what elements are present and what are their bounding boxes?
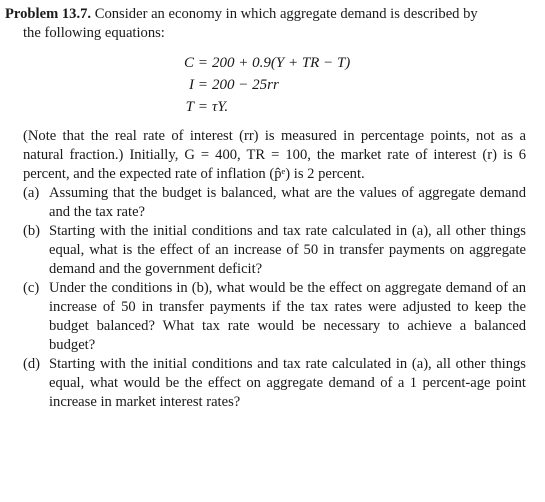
problem-intro <box>5 5 526 24</box>
part-letter: (d) <box>23 356 41 372</box>
part-letter: (b) <box>23 223 41 239</box>
question-part-a <box>23 184 526 222</box>
part-letter: (a) <box>23 185 40 201</box>
problem-label: Problem 13.7. <box>5 6 92 22</box>
part-text: Under the conditions in (b), what would be the effect on aggregate demand of an increase of 50 in transfer payments if the tax rates were adjusted to keep the budget balanced? What tax rate would be necessary to achieve a balanced budget? <box>49 280 526 353</box>
equals-sign: = <box>198 99 208 115</box>
question-part-d <box>23 355 526 412</box>
note-paragraph: (Note that the real rate of interest (rr) is measured in percentage points, not as a natural fraction.) Initially, G = 400, TR = 100, the market rate of interest (r) is 6 percent, and the expected rate of inflation (p̂ᵉ) is 2 percent. <box>23 128 526 182</box>
equation-taxes <box>175 96 526 118</box>
equals-sign: = <box>198 77 208 93</box>
part-text: Assuming that the budget is balanced, what are the values of aggregate demand and the tax rate? <box>49 185 526 220</box>
part-text: Starting with the initial conditions and tax rate calculated in (a), all other things equal, what is the effect of an increase of 50 in transfer payments on aggregate demand and the government deficit? <box>49 223 526 277</box>
equation-lhs: I <box>189 77 194 93</box>
equation-rhs: 200 + 0.9(Y + TR − T) <box>212 55 351 71</box>
question-part-c <box>23 279 526 355</box>
part-text: Starting with the initial conditions and tax rate calculated in (a), all other things equal, what would be the effect on aggregate demand of a 1 percent-age point increase in market interest rates? <box>49 356 526 410</box>
equation-lhs: T <box>185 99 194 115</box>
part-letter: (c) <box>23 280 40 296</box>
equation-lhs: C <box>183 55 194 71</box>
question-parts <box>5 184 526 412</box>
problem-intro-line2: the following equations: <box>23 25 165 41</box>
problem-intro-line1: Consider an economy in which aggregate demand is described by <box>94 6 478 22</box>
equation-rhs: 200 − 25rr <box>212 77 279 93</box>
equation-block <box>175 52 526 118</box>
equals-sign: = <box>198 55 208 71</box>
equation-consumption <box>175 52 526 74</box>
equation-investment <box>175 74 526 96</box>
equation-rhs: τY. <box>212 99 229 115</box>
question-part-b <box>23 222 526 279</box>
